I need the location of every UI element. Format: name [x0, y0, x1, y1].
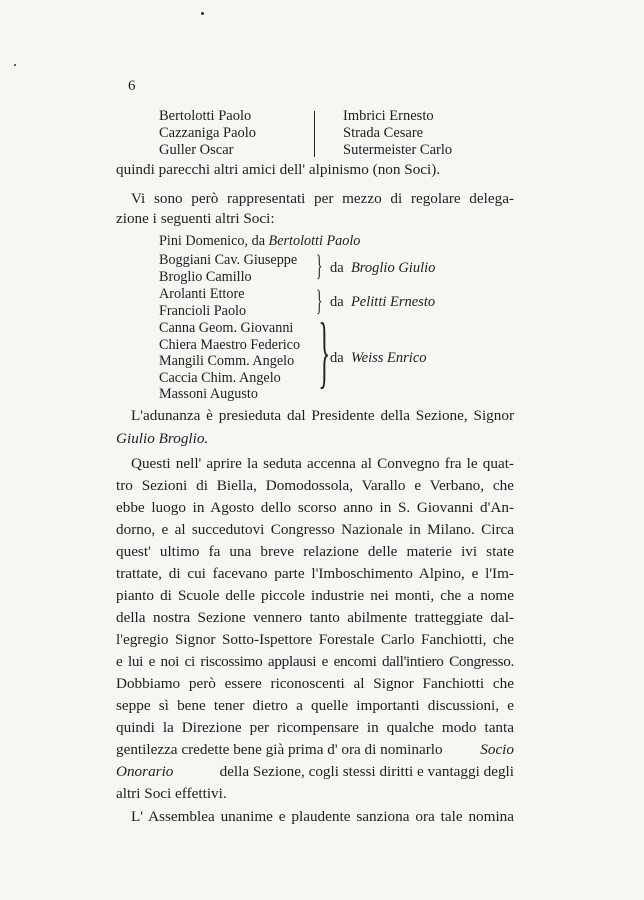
delegation-target: da Weiss Enrico: [330, 350, 427, 366]
text-line: zione i seguenti altri Soci:: [116, 210, 275, 227]
delegate-name: Pelitti Ernesto: [350, 294, 436, 310]
text-line: dorno, e al succedutovi Congresso Nazionale in Milano. Circa: [116, 521, 514, 538]
text-line: Dobbiamo però essere riconoscenti al Signor Fanchiotti che: [116, 675, 514, 692]
text-line: pianto di Scuole delle piccole industrie nei monti, che a nome: [116, 587, 514, 604]
delegator-name: Canna Geom. Giovanni: [159, 320, 294, 336]
print-speck: [201, 12, 204, 15]
delegation-group: [159, 252, 297, 286]
delegate-name: Bertolotti Paolo: [268, 233, 361, 249]
delegator-name: Arolanti Ettore: [159, 286, 245, 302]
attendees-left-column: [159, 108, 256, 159]
text-line: quindi la Direzione per ricompensare in qualche modo tanta: [116, 719, 514, 736]
delegation-entry: [159, 233, 360, 250]
attendee-name: Strada Cesare: [343, 125, 424, 141]
column-divider: [314, 111, 315, 157]
text-line: Onorario della Sezione, cogli stessi diritti e vantaggi degli: [116, 763, 514, 780]
text-line: L'adunanza è presieduta dal Presidente della Sezione, Signor: [131, 407, 514, 424]
delegator-name: Mangili Comm. Angelo: [159, 353, 295, 369]
delegate-name: Weiss Enrico: [350, 350, 427, 366]
attendee-name: Guller Oscar: [159, 142, 234, 158]
text-line: altri Soci effettivi.: [116, 785, 227, 802]
brace-icon: }: [315, 284, 323, 317]
delegation-target: da Pelitti Ernesto: [330, 294, 436, 310]
text-line: Giulio Broglio.: [116, 430, 209, 447]
text-line: l'egregio Signor Sotto-Ispettore Forestale Carlo Fanchiotti, che: [116, 631, 514, 648]
text-line: trattate, di cui facevano parte l'Imboschimento Alpino, e l'Im-: [116, 565, 514, 582]
text-line: e lui e noi ci riscossimo applausi e encomi dall'intiero Congresso.: [116, 653, 514, 670]
delegator-name: Chiera Maestro Federico: [159, 336, 301, 353]
attendees-right-column: [343, 108, 452, 159]
text-line: ebbe luogo in Agosto dello scorso anno in S. Giovanni d'An-: [116, 499, 514, 516]
delegator-name: Caccia Chim. Angelo: [159, 369, 281, 386]
text-line: della nostra Sezione vennero tanto abilmente tratteggiate dal-: [116, 609, 514, 626]
text-line: quest' ultimo fa una breve relazione delle materie ivi state: [116, 543, 514, 560]
delegation-group: [159, 320, 300, 403]
attendee-name: Sutermeister Carlo: [343, 142, 453, 158]
text-line: Vi sono però rappresentati per mezzo di regolare delega-: [131, 190, 514, 207]
text-line: gentilezza credette bene già prima d' ora di nominarlo Socio: [116, 741, 514, 758]
delegation-target: da Broglio Giulio: [330, 260, 436, 276]
delegator-name: Massoni Augusto: [159, 386, 258, 402]
delegator-name: Francioli Paolo: [159, 303, 247, 319]
delegator-name: Pini Domenico, da: [159, 233, 265, 249]
italic-term: Socio: [480, 741, 514, 758]
attendee-name: Cazzaniga Paolo: [159, 125, 257, 141]
delegator-name: Boggiani Cav. Giuseppe: [159, 252, 298, 268]
text-line: L' Assemblea unanime e plaudente sanziona ora tale nomina: [131, 808, 514, 825]
attendee-name: Imbrici Ernesto: [343, 108, 434, 124]
text-line: tro Sezioni di Biella, Domodossola, Varallo e Verbano, che: [116, 477, 514, 494]
page-number: 6: [128, 78, 136, 94]
print-speck: [14, 64, 16, 66]
delegation-group: [159, 286, 246, 320]
attendees-tail: quindi parecchi altri amici dell' alpinismo (non Soci).: [116, 161, 441, 178]
text-line: Questi nell' aprire la seduta accenna al Convegno fra le quat-: [131, 455, 514, 472]
delegator-name: Broglio Camillo: [159, 269, 252, 285]
attendee-name: Bertolotti Paolo: [159, 108, 252, 124]
italic-term: Onorario: [116, 763, 174, 780]
delegate-name: Broglio Giulio: [350, 260, 436, 276]
text-line: seppe sì bene tener dietro a quelle importanti discussioni, e: [116, 697, 514, 714]
brace-icon: }: [315, 249, 323, 282]
brace-icon: }: [318, 308, 330, 396]
